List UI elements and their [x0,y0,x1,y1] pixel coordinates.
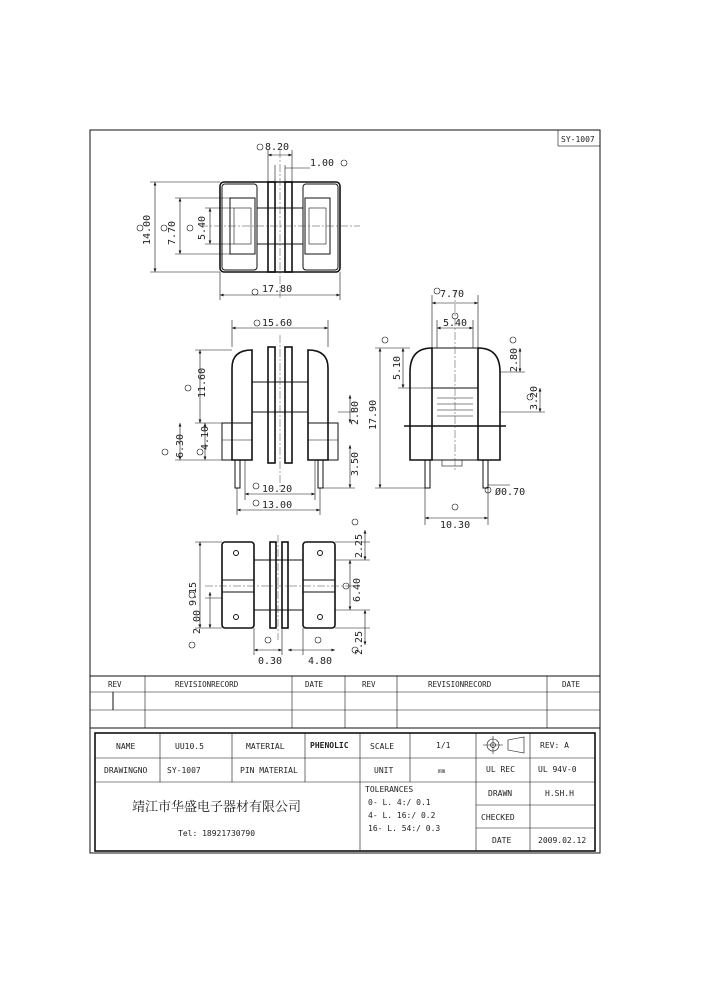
checked-label: CHECKED [481,813,515,822]
front-dim-3: 6.30 [175,433,186,458]
rev-col-rev: REV [108,680,122,689]
top-dim-1: 8.20 [265,142,290,153]
side-dim-1: 7.70 [440,289,465,300]
ul-rec-value: UL 94V-0 [538,765,577,774]
bottom-view [195,530,370,655]
top-view [150,150,360,300]
date-label: DATE [492,836,512,845]
side-dim-6: 3.20 [529,385,540,410]
top-dim-4: 7.70 [167,220,178,245]
top-dim-6: 17.80 [262,284,293,295]
bottom-dim-2: 9.15 [188,581,199,606]
tolerances-title: TOLERANCES [365,785,414,794]
company-name: 靖江市华盛电子器材有限公司 [132,800,302,815]
unit-value: mm [438,768,446,775]
drawingno-value: SY-1007 [167,766,201,775]
title-block [95,733,595,851]
rev-col-record: REVISIONRECORD [175,680,239,689]
front-dim-5: 2.80 [350,400,361,425]
top-dim-2: 1.00 [310,158,335,169]
front-dim-4: 4.10 [200,425,211,450]
tolerance-1: 0- L. 4:/ 0.1 [368,798,431,807]
bottom-dim-5: 2.25 [354,630,365,655]
bottom-dim-6: 0.30 [258,656,283,667]
side-dim-5: 17.90 [368,399,379,430]
tolerance-2: 4- L. 16:/ 0.2 [368,811,436,820]
side-dim-3: 5.10 [392,355,403,380]
tolerance-3: 16- L. 54:/ 0.3 [368,824,441,833]
rev-col-date2: DATE [562,680,581,689]
bottom-dim-4: 2.00 [192,609,203,634]
name-label: NAME [116,742,136,751]
scale-label: SCALE [370,742,395,751]
drawn-value: H.SH.H [545,789,574,798]
ul-rec-label: UL REC [486,765,515,774]
material-value: PHENOLIC [310,741,349,750]
rev-col-rev2: REV [362,680,376,689]
front-dim-1: 15.60 [262,318,293,329]
material-label: MATERIAL [246,742,285,751]
date-value: 2009.02.12 [538,836,587,845]
bottom-dim-7: 4.80 [308,656,333,667]
pin-material-label: PIN MATERIAL [240,766,298,775]
drawing-tag: SY-1007 [561,135,595,144]
bottom-dim-3: 6.40 [352,577,363,602]
bottom-dim-1: 2.25 [354,533,365,558]
side-dim-4: 2.80 [509,347,520,372]
rev-col-date: DATE [305,680,324,689]
revision-table [90,676,600,728]
drawingno-label: DRAWINGNO [104,766,148,775]
rev-value: REV: A [540,741,569,750]
unit-label: UNIT [374,766,394,775]
side-dim-8: 10.30 [440,520,471,531]
top-dim-3: 14.00 [142,214,153,245]
company-tel: Tel: 18921730790 [178,829,256,838]
side-dim-7: Ø0.70 [495,487,526,498]
front-dim-2: 11.60 [197,367,208,398]
rev-col-record2: REVISIONRECORD [428,680,492,689]
front-dim-8: 13.00 [262,500,293,511]
front-dim-6: 3.50 [350,451,361,476]
scale-value: 1/1 [436,741,451,750]
side-dim-2: 5.40 [443,318,468,329]
front-dim-7: 10.20 [262,484,293,495]
top-dim-5: 5.40 [197,215,208,240]
drawn-label: DRAWN [488,789,513,798]
name-value: UU10.5 [175,742,204,751]
